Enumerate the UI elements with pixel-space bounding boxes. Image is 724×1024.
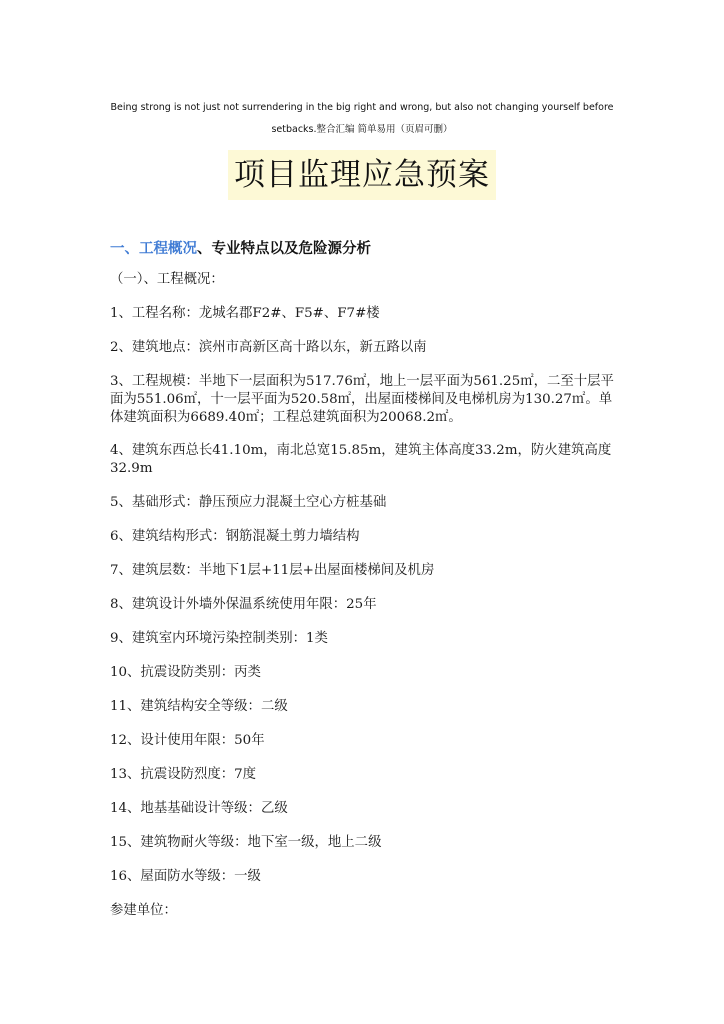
header-line-2: setbacks.整合汇编 简单易用（页眉可删）	[271, 124, 453, 135]
list-item: 8、建筑设计外墙外保温系统使用年限：25年	[110, 597, 377, 612]
section-heading-rest: 、专业特点以及危险源分析	[197, 241, 371, 257]
subsection-heading: （一）、工程概况：	[110, 272, 224, 287]
title-container	[0, 150, 724, 200]
header-line-1: Being strong is not just not surrendering in the big right and wrong, but also not changing yourself before	[110, 102, 614, 113]
list-item: 2、建筑地点：滨州市高新区高十路以东，新五路以南	[110, 340, 427, 355]
list-item: 参建单位：	[110, 903, 177, 918]
page-header	[90, 97, 634, 141]
list-item: 11、建筑结构安全等级：二级	[110, 699, 288, 714]
list-item: 14、地基基础设计等级：乙级	[110, 801, 288, 816]
document-title: 项目监理应急预案	[228, 150, 496, 200]
list-item: 9、建筑室内环境污染控制类别：1类	[110, 631, 328, 646]
list-item: 3、工程规模：半地下一层面积为517.76㎡，地上一层平面为561.25㎡，二至十层平面为551.06㎡，十一层平面为520.58㎡，出屋面楼梯间及电梯机房为130.27㎡。单体建筑面积为6689.40㎡；工程总建筑面积为20068.2㎡。	[110, 374, 614, 425]
list-item: 15、建筑物耐火等级：地下室一级，地上二级	[110, 835, 382, 850]
list-item: 4、建筑东西总长41.10m，南北总宽15.85m，建筑主体高度33.2m，防火建筑高度32.9m	[110, 443, 612, 476]
list-item: 12、设计使用年限：50年	[110, 733, 265, 748]
section-heading	[110, 238, 371, 260]
list-item: 6、建筑结构形式：钢筋混凝土剪力墙结构	[110, 529, 360, 544]
list-item: 7、建筑层数：半地下1层+11层+出屋面楼梯间及机房	[110, 563, 435, 578]
list-item: 10、抗震设防类别：丙类	[110, 665, 261, 680]
list-item: 13、抗震设防烈度：7度	[110, 767, 257, 782]
list-item: 5、基础形式：静压预应力混凝土空心方桩基础	[110, 495, 387, 510]
list-item: 16、屋面防水等级：一级	[110, 869, 261, 884]
section-heading-highlight: 一、工程概况	[110, 241, 197, 257]
list-item: 1、工程名称：龙城名郡F2#、F5#、F7#楼	[110, 306, 380, 321]
